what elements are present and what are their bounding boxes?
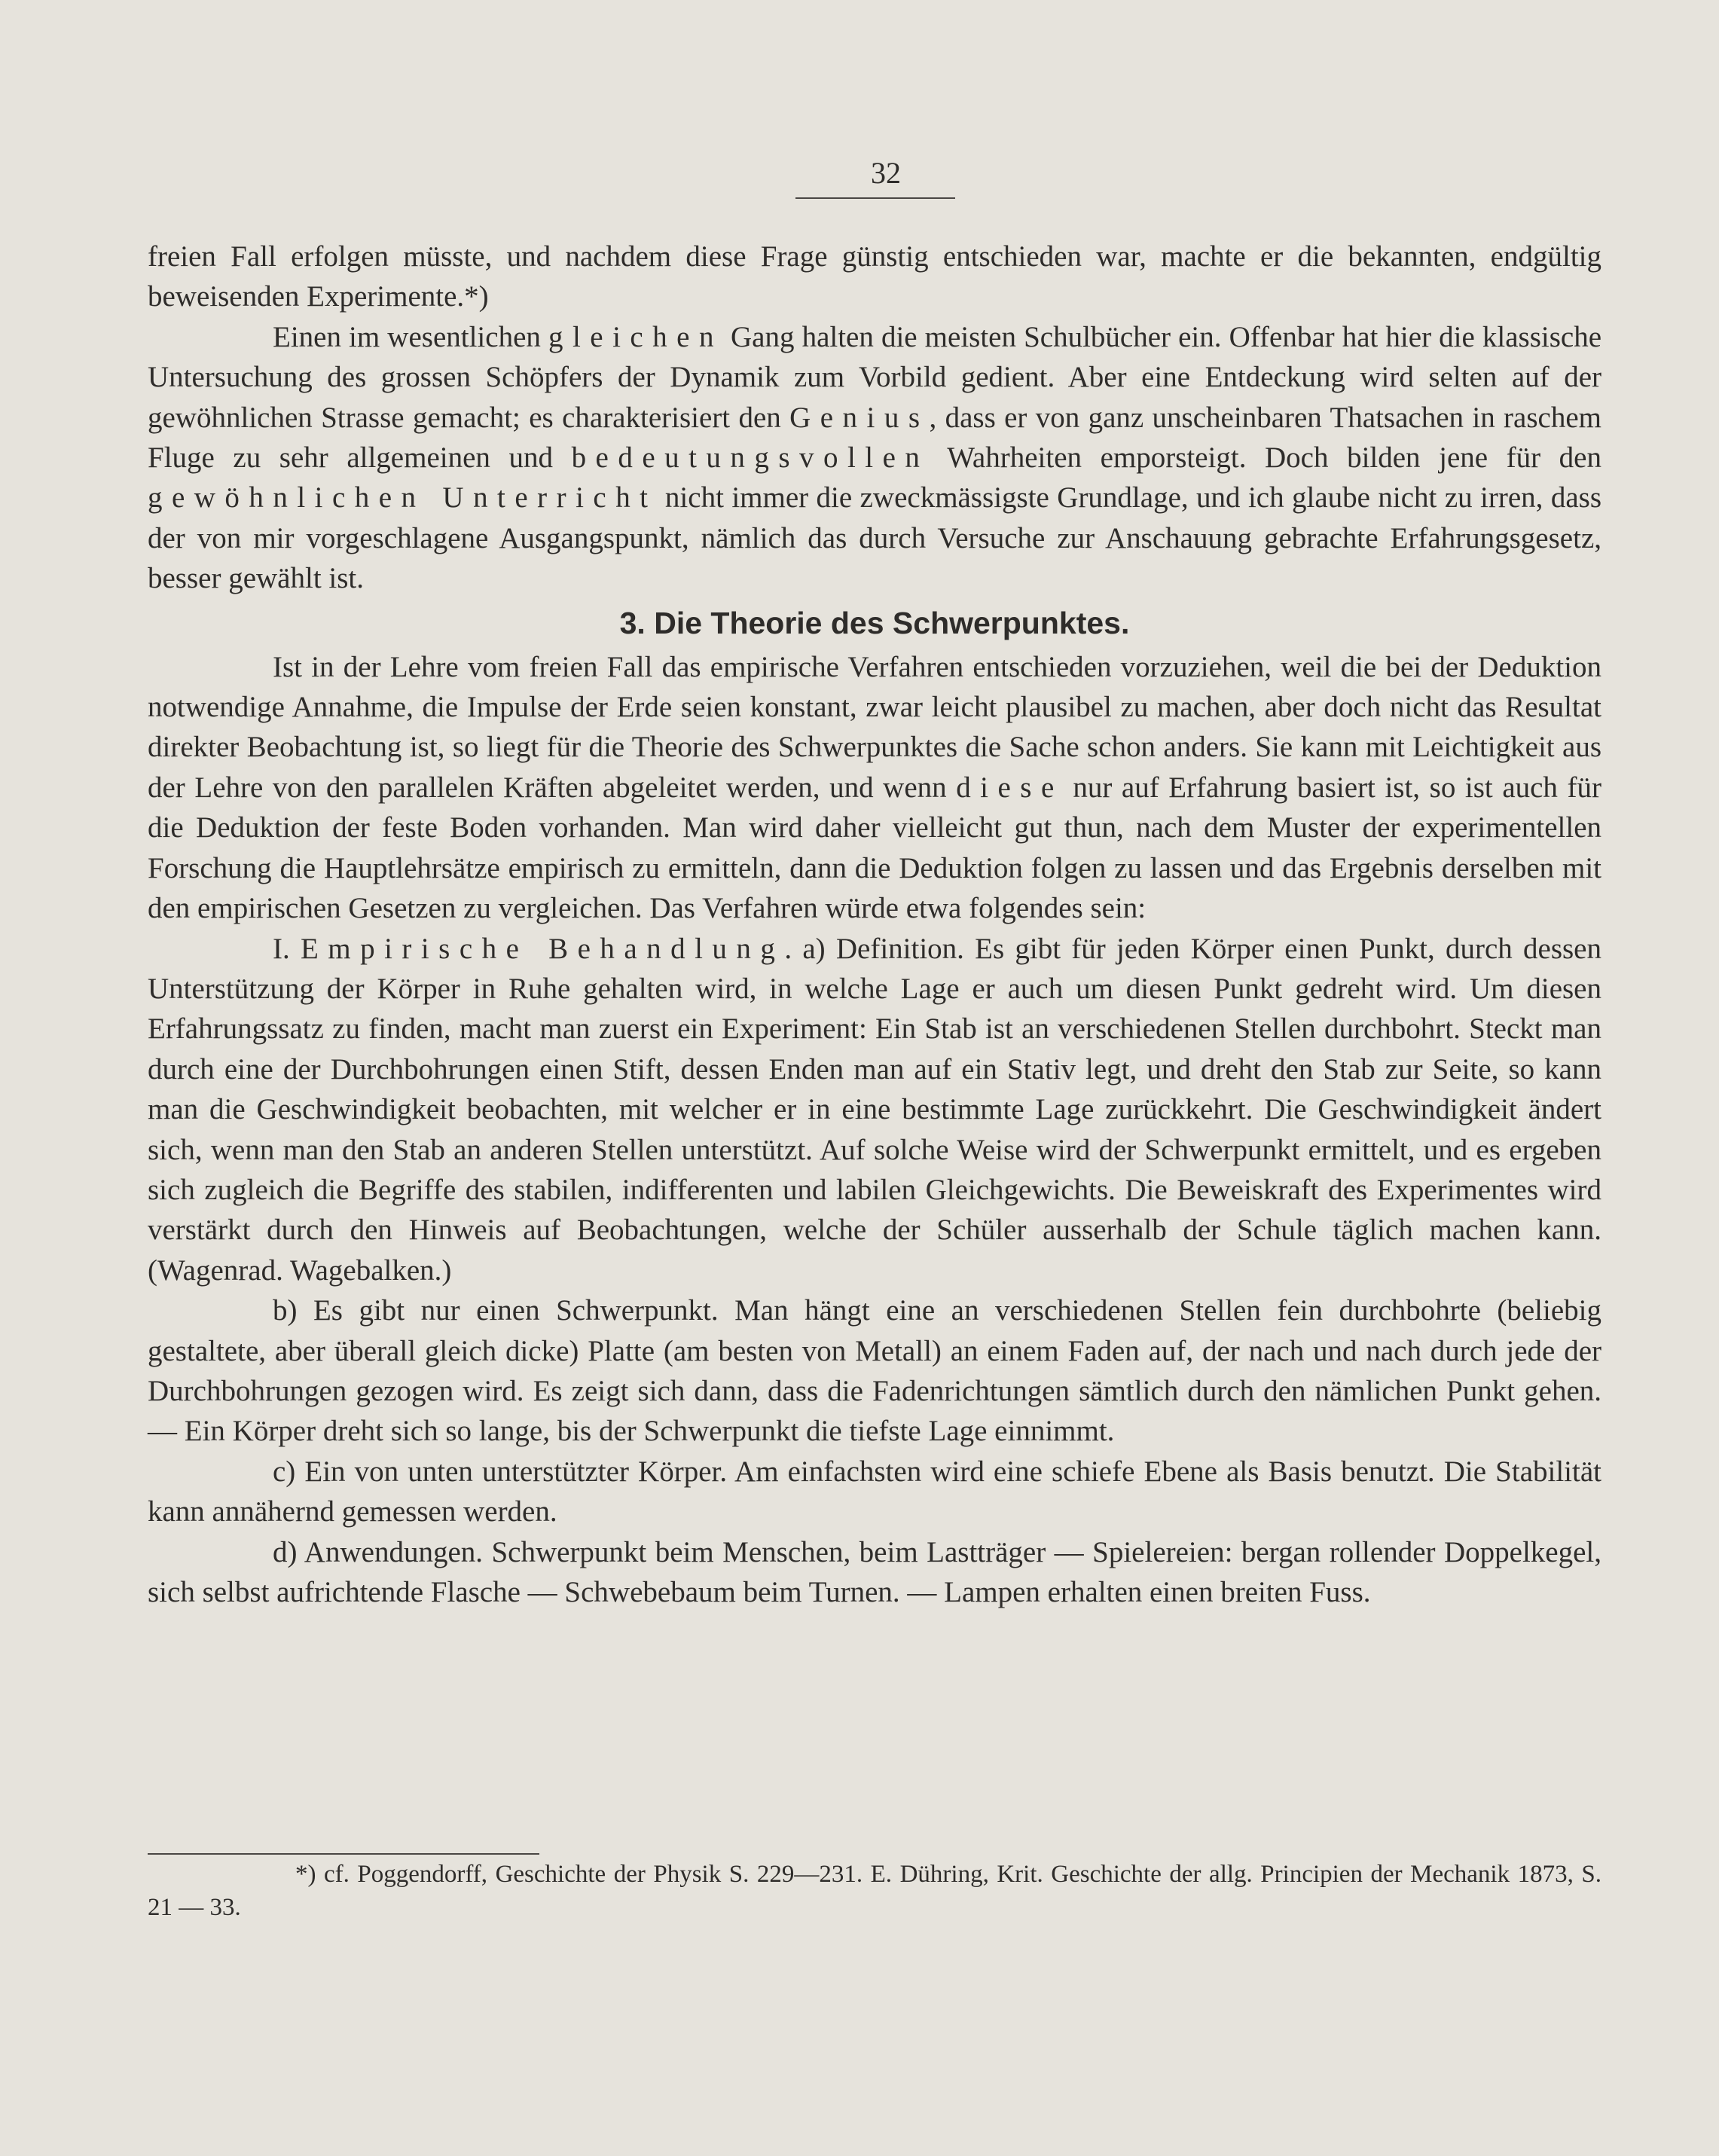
paragraph-2-text-a: Einen im wesentlichen bbox=[273, 320, 548, 353]
paragraph-6 bbox=[148, 1452, 1601, 1532]
paragraph-2 bbox=[148, 317, 1601, 599]
emphasis-gewoehnlichen-unterricht: gewöhnlichen Unterricht bbox=[148, 481, 658, 515]
paragraph-3-text-a: Ist in der Lehre vom freien Fall das empirische Verfahren entschieden vorzuziehen, weil die bei der Deduktion notwendige Annahme, die Impulse der Erde seien konstant, zwar leicht plausibel zu machen, aber doch nicht das Resultat direkter Beobachtung ist, so liegt für die Theorie des Schwerpunktes die Sache schon anders. Sie kann mit Leichtigkeit aus der Lehre von den parallelen Kräften abgeleitet werden, und wenn bbox=[148, 650, 1601, 804]
footnote bbox=[148, 1858, 1601, 1924]
page-number-rule bbox=[795, 197, 955, 199]
section-heading: 3. Die Theorie des Schwerpunktes. bbox=[619, 605, 1130, 640]
paragraph-4-text-a: I. bbox=[273, 932, 301, 965]
paragraph-6-text: c) Ein von unten unterstützter Körper. Am einfachsten wird eine schiefe Ebene als Basis benutzt. Die Stabilität kann annähernd gemessen werden. bbox=[148, 1455, 1601, 1528]
body-text bbox=[148, 237, 1601, 1612]
emphasis-genius: Genius bbox=[789, 401, 930, 434]
paragraph-3-text-c: nur auf Erfahrung basiert ist, so ist auch für die Deduktion der feste Boden vorhanden. Man wird daher vielleicht gut thun, nach dem Muster der experimentellen Forschung die Hauptlehrsätze empirisch zu ermitteln, dann die Deduktion folgen zu lassen und das Ergebnis derselben mit den empirischen Gesetzen zu vergleichen. Das Verfahren würde etwa folgendes sein: bbox=[148, 771, 1601, 925]
emphasis-gleichen: gleichen bbox=[548, 320, 723, 353]
page-number: 32 bbox=[871, 156, 901, 190]
paragraph-7-text: d) Anwendungen. Schwerpunkt beim Menschen, beim Lastträger — Spielereien: bergan rollender Doppelkegel, sich selbst aufrichtende Flasche — Schwebebaum beim Turnen. — Lampen erhalten einen breiten Fuss. bbox=[148, 1535, 1601, 1608]
emphasis-diese: diese bbox=[956, 771, 1064, 804]
paragraph-2-text-g: Wahrheiten emporsteigt. Doch bilden jene für den bbox=[929, 441, 1601, 475]
footnote-text: *) cf. Poggendorff, Geschichte der Physik S. 229—231. E. Dühring, Krit. Geschichte der allg. Principien der Mechanik 1873, S. 21 — 33. bbox=[148, 1861, 1601, 1921]
paragraph-5-text: b) Es gibt nur einen Schwerpunkt. Man hängt eine an verschiedenen Stellen fein durchbohrte (beliebig gestaltete, aber überall gleich dicke) Platte (am besten von Metall) an einem Faden auf, der nach und nach durch jede der Durchbohrungen gezogen wird. Es zeigt sich dann, dass die Fadenrichtungen sämtlich durch den nämlichen Punkt gehen. — Ein Körper dreht sich so lange, bis der Schwerpunkt die tiefste Lage einnimmt. bbox=[148, 1294, 1601, 1448]
emphasis-bedeutungsvollen: bedeutungsvollen bbox=[571, 441, 930, 475]
paragraph-1 bbox=[148, 237, 1601, 317]
paragraph-1-text: freien Fall erfolgen müsste, und nachdem diese Frage günstig entschieden war, machte er die bekannten, endgültig beweisenden Experimente.*) bbox=[148, 240, 1601, 313]
paragraph-7 bbox=[148, 1532, 1601, 1613]
paragraph-2-text-c: Gang halten die meisten Schulbücher ein. Offenbar hat hier die klassische Untersuchung des grossen Schöpfers der Dynamik zum Vorbild gedient. Aber eine Entdeckung wird selten auf der gewöhnlichen Strasse gemacht; es charakterisiert den bbox=[148, 320, 1601, 434]
paragraph-5 bbox=[148, 1290, 1601, 1452]
footnote-rule bbox=[148, 1853, 539, 1855]
paragraph-3 bbox=[148, 647, 1601, 929]
paragraph-2-text-e: , dass er von ganz unscheinbaren Thatsachen in raschem Fluge zu sehr allgemeinen und bbox=[148, 401, 1601, 475]
emphasis-empirische-behandlung: Empirische Behandlung bbox=[300, 932, 785, 965]
paragraph-2-text-i: nicht immer die zweckmässigste Grundlage, und ich glaube nicht zu irren, dass der von mir vorgeschlagene Ausgangspunkt, nämlich das durch Versuche zur Anschauung gebrachte Erfahrungsgesetz, besser gewählt ist. bbox=[148, 481, 1602, 595]
paragraph-4 bbox=[148, 929, 1601, 1291]
paragraph-4-text-c: . a) Definition. Es gibt für jeden Körper einen Punkt, durch dessen Unterstützung der Körper in Ruhe gehalten wird, in welche Lage er auch um diesen Punkt gedreht wird. Um diesen Erfahrungssatz zu finden, macht man zuerst ein Experiment: Ein Stab ist an verschiedenen Stellen durchbohrt. Steckt man durch eine der Durchbohrungen einen Stift, dessen Enden man auf ein Stativ legt, und dreht den Stab zur Seite, so kann man die Geschwindigkeit beobachten, mit welcher er in eine bestimmte Lage zurückkehrt. Die Geschwindigkeit ändert sich, wenn man den Stab an anderen Stellen unterstützt. Auf solche Weise wird der Schwerpunkt ermittelt, und es ergeben sich zugleich die Begriffe des stabilen, indifferenten und labilen Gleichgewichts. Die Beweiskraft des Experimentes wird verstärkt durch den Hinweis auf Beobachtungen, welche der Schüler ausserhalb der Schule täglich machen kann. (Wagenrad. Wagebalken.) bbox=[148, 932, 1601, 1287]
